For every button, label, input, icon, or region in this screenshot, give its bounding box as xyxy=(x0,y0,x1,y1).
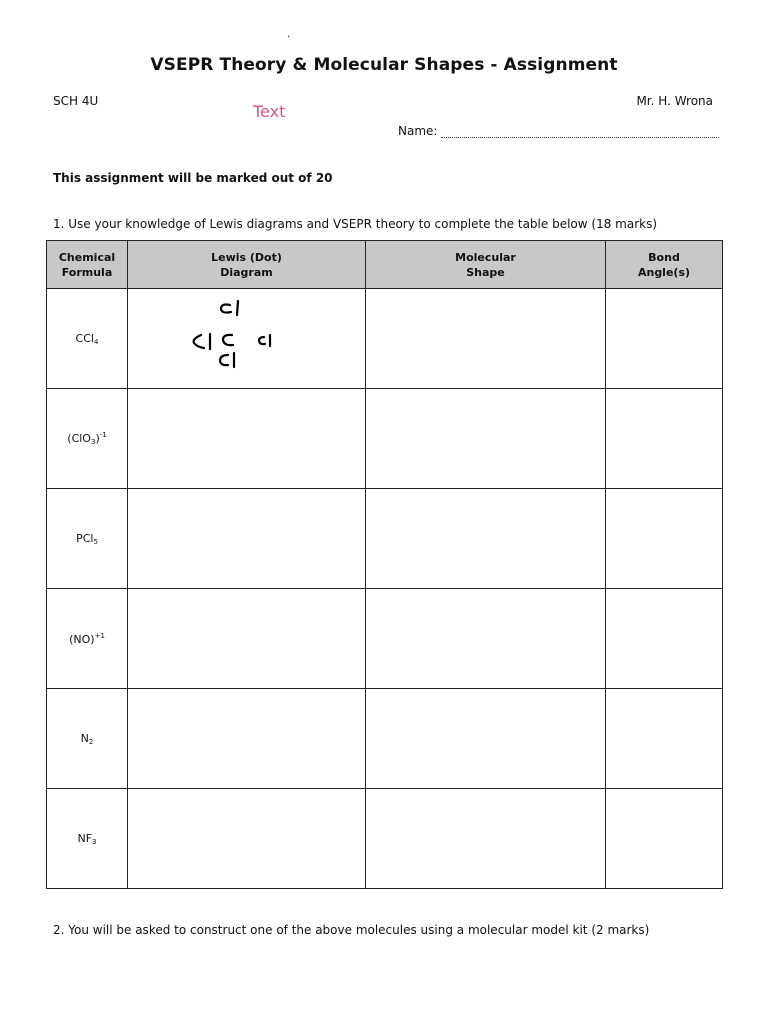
stray-mark: · xyxy=(287,32,291,43)
table-row xyxy=(47,789,723,889)
header-line: Bond xyxy=(648,250,680,264)
formula-charge: -1 xyxy=(99,431,107,439)
course-code: SCH 4U xyxy=(53,94,99,108)
header-chemical-formula xyxy=(47,241,128,289)
formula-base: PCl xyxy=(76,531,94,545)
shape-cell[interactable] xyxy=(366,389,606,489)
teacher-name: Mr. H. Wrona xyxy=(636,94,713,108)
lewis-cell[interactable] xyxy=(128,389,366,489)
formula-cell xyxy=(47,289,128,389)
header-lewis-diagram xyxy=(128,241,366,289)
page-title: VSEPR Theory & Molecular Shapes - Assignment xyxy=(150,55,618,75)
name-field-row xyxy=(398,124,719,138)
angle-cell[interactable] xyxy=(606,489,723,589)
formula-base: (NO) xyxy=(69,632,95,646)
handwritten-lewis-sketch xyxy=(128,289,366,388)
angle-cell[interactable] xyxy=(606,589,723,689)
formula-base: (ClO xyxy=(67,432,91,445)
header-line: Chemical xyxy=(58,250,116,264)
formula-close: ) xyxy=(95,432,100,445)
table-row xyxy=(47,589,723,689)
formula-subscript: 2 xyxy=(88,737,94,746)
header-line: Formula xyxy=(61,265,113,279)
formula-subscript: 5 xyxy=(93,537,98,546)
table-row xyxy=(47,389,723,489)
formula-cell xyxy=(47,689,128,789)
angle-cell[interactable] xyxy=(606,389,723,489)
lewis-cell[interactable] xyxy=(128,489,366,589)
formula-charge: +1 xyxy=(94,631,105,640)
lewis-cell[interactable] xyxy=(128,589,366,689)
lewis-cell[interactable] xyxy=(128,289,366,389)
question-1: 1. Use your knowledge of Lewis diagrams and VSEPR theory to complete the table below (18 marks) xyxy=(53,217,658,231)
shape-cell[interactable] xyxy=(366,589,606,689)
angle-cell[interactable] xyxy=(606,289,723,389)
question-2: 2. You will be asked to construct one of the above molecules using a molecular model kit (2 marks) xyxy=(53,923,650,937)
table-header-row xyxy=(47,241,723,289)
header-line: Lewis (Dot) xyxy=(211,250,282,264)
table-row xyxy=(47,489,723,589)
vsepr-table xyxy=(46,240,723,889)
name-label: Name: xyxy=(398,124,438,138)
formula-subscript: 4 xyxy=(93,337,99,346)
formula-base: CCl xyxy=(75,331,94,345)
header-line: Molecular xyxy=(455,250,516,264)
angle-cell[interactable] xyxy=(606,689,723,789)
table-row xyxy=(47,689,723,789)
shape-cell[interactable] xyxy=(366,689,606,789)
header-line: Diagram xyxy=(220,265,273,279)
header-line: Shape xyxy=(466,265,505,279)
header-line: Angle(s) xyxy=(637,265,691,279)
marking-note: This assignment will be marked out of 20 xyxy=(53,171,333,185)
formula-subscript: 3 xyxy=(92,837,97,846)
formula-base: N xyxy=(80,731,89,745)
formula-cell xyxy=(47,789,128,889)
text-annotation[interactable]: Text xyxy=(253,102,286,121)
angle-cell[interactable] xyxy=(606,789,723,889)
shape-cell[interactable] xyxy=(366,489,606,589)
shape-cell[interactable] xyxy=(366,789,606,889)
table-row xyxy=(47,289,723,389)
lewis-cell[interactable] xyxy=(128,689,366,789)
shape-cell[interactable] xyxy=(366,289,606,389)
header-molecular-shape xyxy=(366,241,606,289)
formula-cell xyxy=(47,589,128,689)
header-bond-angles xyxy=(606,241,723,289)
lewis-cell[interactable] xyxy=(128,789,366,889)
formula-base: NF xyxy=(77,831,93,845)
formula-subscript: 3 xyxy=(90,438,96,446)
name-blank-line[interactable] xyxy=(441,125,719,138)
formula-cell xyxy=(47,489,128,589)
formula-cell xyxy=(47,389,128,489)
